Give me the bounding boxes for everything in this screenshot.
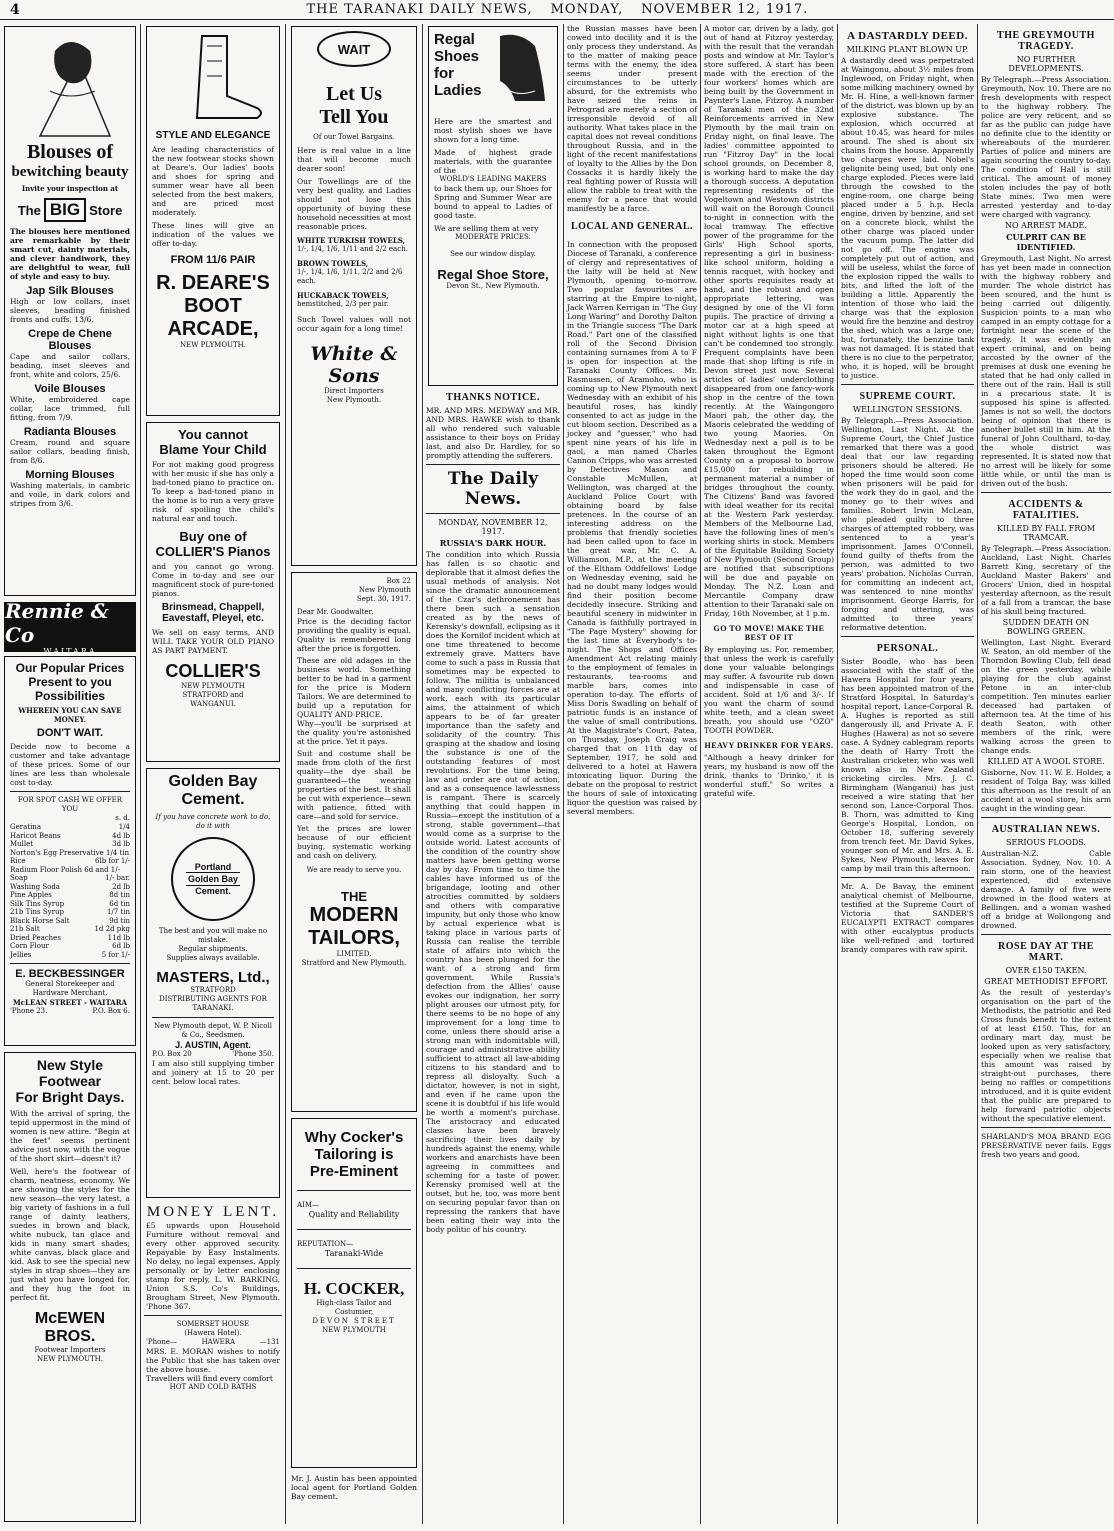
collier-ad: You cannot Blame Your Child For not making good progress with her music if she has only a bad-toned piano to practice on. To keep a bad-toned piano in the home is to run a very grave risk of spoiling the child's natural ear and touch. Buy one of COLLIER'S Pianos and you cannot go wrong. Come in to-day and see our magnificent stock of pure-toned pianos. Brinsmead, Chappell, Eavestaff, Pleyel, etc. We sell on easy terms, AND WILL TAKE YOUR OLD PIANO AS PART PAYMENT. COLLIER'S NEW PLYMOUTH STRATFORD and WANGANUI. <box>146 422 280 762</box>
towel-item-price: 1/-, 1/4, 1/6, 1/11, 2/2 and 2/6 each. <box>297 268 403 285</box>
towel-item-name: WHITE TURKISH TOWELS, <box>297 236 405 245</box>
price-row: Rice 6lb for 1/- <box>10 857 130 865</box>
blouse-item-desc: Cape and sailor collars, beading, inset sleeves and front, white and colors, 25/6. <box>10 352 130 379</box>
local-news-body: In connection with the proposed Diocese of Taranaki, a conference of clergy and representatives of the laity will be held at New Plymouth, opening to-morrow. Two popular favourites are starring at the Empire to-night, Jack Warren Kerrigan in "The Guy Long Waring" and Dorothy Dalton in the Triangle success "The Dark Road." Part one of the classified roll of the Second Division containing surnames from A to F is open for inspection at the Taranaki County Offices. Mr. Rasmussen, of Aramoho, who is coming up to New Plymouth next Wednesday with an exhibit of his beautiful roses, has kindly consented to act as judge in the cut bloom section. Described as a jockey and "guesser," who had spent nine years of his life in gaol, a man named Charles Cannon Cripps, who was arrested by Detectives Mason and Constable McMullen, at Wellington, was charged at the Auckland Police Court with obtaining board by false pretences. In the course of an interesting address on the problems that friendly societies had been called upon to face in the great war, Mr. C. A. Williamson, M.P., at the meeting of the Eltham Oddfellows' Lodge on Wednesday evening, said he had no doubt many lodges would find their position become decidedly insecure. Striking and beautiful scenery in midwinter in Canada is faithfully portrayed in "The Page Mystery" showing for the last time at Everybody's to-night. The Shops and Offices Amendment Act relating mainly to the employment of females in restaurants, tea-rooms and marble bars, comes into operation to-day. The efforts of Miss Doris Swadling on behalf of patriotic funds is an instance of the value of small contributions. At the Magistrate's Court, Patea, on Thursday, Joseph Craig was charged that on 11th day of September, 1917, he sold and delivered to a hotel at Hawera intoxicating liquor. During the debate on the proposal to restrict the hours of sale of intoxicating liquor the question was raised by several members. <box>567 240 697 816</box>
towel-item-name: BROWN TOWELS, <box>297 259 369 268</box>
blouse-item-title: Crepe de Chene Blouses <box>28 328 112 352</box>
column-8: THE GREYMOUTH TRAGEDY. NO FURTHER DEVELOPMENTS. By Telegraph.—Press Association. Greymouth, Nov. 10. There are no fresh developments with respect to the highway robbery. The police are very reticent, and so far as the public can judge have no definite clue to the identity or whereabouts of the murderer. Parties of police and miners are again scouring the country to-day. The condition of Hall is still critical. The amount of money stolen includes the pay of both State mines. Two men were arrested yesterday and to-day were charged with vagrancy. NO ARREST MADE. CULPRIT CAN BE IDENTIFIED. Greymouth, Last Night. No arrest has yet been made in connection with the highway robbery and murder. The whole district has been scoured, and the hunt is being carried out diligently. Suspicion points to a man who camped in an empty cottage for a fortnight near the scene of the tragedy. It was evidently an expert criminal, and on being accosted by the owner of the premises at dusk one evening he stated that he had only called in there out of the rain. Hall is still in a precarious state. It is supposed his spine is affected. James is not so well, the doctors being of opinion that there is another bullet still in him. At the funeral of John Coulthard, to-day, the whole district was represented. It is stated now that no arrest will be likely for some little while, or until the man is driven out of the bush. ACCIDENTS & FATALITIES. KILLED BY FALL FROM TRAMCAR. By Telegraph.—Press Association. Auckland, Last Night. Charles Barrett King, secretary of the Auckland Master Bakers' and Grocers' Union, died in hospital yesterday afternoon, as the result of a fall from a tramcar, the base of his skull being fractured. SUDDEN DEATH ON BOWLING GREEN. Wellington, Last Night. Everard W. Seaton, an old member of the Thorndon Bowling Club, fell dead on the green yesterday, while playing for the club against Petone in an inter-club competition. Ten minutes earlier deceased had partaken of afternoon tea. At the time of his death Seaton, with other members of the rink, were walking across the green to change ends. KILLED AT A WOOL STORE. Gisborne, Nov. 11. W. E. Holder, a resident of Tolga Bay, was killed this afternoon as the result of an accident at a wool store, his arm caught in the winding gear. AUSTRALIAN NEWS. SERIOUS FLOODS. Australian-N.Z. Cable Association. Sydney, Nov. 10. A rain storm, one of the heaviest experienced, did extensive damage. A family of five were drowned in the flood waters at Bellingen, and a woman washed off a bridge at Wollongong and drowned. ROSE DAY AT THE MART. OVER £150 TAKEN. GREAT METHODIST EFFORT. As the result of yesterday's organisation on the part of the Methodists, the patriotic and Red Cross funds benefit to the extent of at least £150. This, for an ordinary mart day, must be looked upon as very satisfactory, especially when we realise that this amount was raised by straight-out purchases, there being no raffles or competitions introduced, and it is quite evident that the public are prepared to help forward patriotic objects without the speculative element. SHARLAND'S MOA BRAND EGG PRESERVATIVE never fails. Eggs fresh two years and good. <box>981 30 1111 1159</box>
price-row: Geratina 1/4 <box>10 823 130 831</box>
newspaper-nameplate: The Daily News. <box>447 469 539 509</box>
price-row: Norton's Egg Preservative 1/4 tin <box>10 848 130 857</box>
blouses-heading-1: Blouses of <box>26 141 114 163</box>
towel-item-price: 1/-, 1/4, 1/6, 1/11 and 2/2 each. <box>297 245 408 253</box>
editorial-body: The condition into which Russia has fallen is so chaotic and deplorable that it almost defies the usual methods of analysis. Not since the dramatic announcement of the Czar's dethronement has there been such a sensation created as by the news of Kerensky's downfall, eclipsing as it does the Kornilof incident which at one time threatened to become extremely grave. Matters have come to such a pass in Russia that sometimes may be expected to follow. The militia is unbalanced and many conflicting forces are at work, each with its particular aims, the attainment of which appears to be of far greater importance than the safety and solidarity of the country. This grasping at the shadow and losing the substance is one of the outstanding features of most revolutions. For the time being, law and order are out of action, and as a consequence lawlessness is rampant. There is scarcely anything that could happen in Russia—except the institution of a strong, stable government—that would come as a surprise to the outside world. Latest accounts of the condition of the country show matters have been getting worse day by day. From time to time the cables have informed us of the brigandage, looting and other atrocities committed by soldiers and others with comparative impunity, but only those who know by actual experience what is taking place in various parts of Russia can realise the terrible state of affairs into which the country has been plunged for the want of a strong and firm government. While Russia's defection from the Allies' cause evokes our indignation, her sorry plight arouses our utmost pity, for there seems to be no hope of any improvement for a long time to come, unless there should arise a strong man with indomitable will, courage and administrative ability sufficient to attract all law-abiding citizens to his standard and to repress all disloyalty. Such a dictator, however, is not in sight, and even if he came upon the scene it is doubtful if his life would be worth a moment's purchase. The aristocracy and educated classes have been bravely sacrificing their lives daily by hundreds against the enemy, while workers and anarchists have been agreeing in committees and scheming for a taste of power. Kerensky promised well at the outset, but he, too, was more bent on securing popular favor than on repressing the rankers that have been eating their way into the body politic of his country. <box>426 550 560 1234</box>
column-5: the Russian masses have been cowed into docility and it is the only process they understand. As to the matter of making peace terms with the enemy, the idea seems under present circumstances to be utterly absurd, for the extremists who have seized the reins in Petrograd are merely a section of irresponsible devoid of all authority. What takes place in the capital does not reveal conditions throughout Russia, and in the light of the recent manifestations of loyalty to the Allies by the Don Cossacks it is hardly likely the real fighting power of Russia will allow the rabble to treat with the enemy for a peace that would manifestly be a farce. LOCAL AND GENERAL. In connection with the proposed Diocese of Taranaki, a conference of clergy and representatives of the laity will be held at New Plymouth, opening to-morrow. Two popular favourites are starring at the Empire to-night, Jack Warren Kerrigan in "The Guy Long Waring" and Dorothy Dalton in the Triangle success "The Dark Road." Part one of the classified roll of the Second Division containing surnames from A to F is open for inspection at the Taranaki County Offices. Mr. Rasmussen, of Aramoho, who is coming up to New Plymouth next Wednesday with an exhibit of his beautiful roses, has kindly consented to act as judge in the cut bloom section. Described as a jockey and "guesser," who had spent nine years of his life in gaol, a man named Charles Cannon Cripps, who was arrested by Detectives Mason and Constable McMullen, at Wellington, was charged at the Auckland Police Court with obtaining board by false pretences. In the course of an interesting address on the problems that friendly societies had been called upon to face in the great war, Mr. C. A. Williamson, M.P., at the meeting of the Eltham Oddfellows' Lodge on Wednesday evening, said he had no doubt many lodges would find their position become decidedly insecure. Striking and beautiful scenery in midwinter in Canada is faithfully portrayed in "The Page Mystery" showing for the last time at Everybody's to-night. The Shops and Offices Amendment Act relating mainly to the employment of females in restaurants, tea-rooms and marble bars, comes into operation to-day. The efforts of Miss Doris Swadling on behalf of patriotic funds is an instance of the value of small contributions. At the Magistrate's Court, Patea, on Thursday, Joseph Craig was charged that on 11th day of September, 1917, he sold and delivered to a hotel at Hawera intoxicating liquor. During the debate on the proposal to restrict the hours of sale of intoxicating liquor the question was raised by several members. <box>567 24 697 816</box>
lady-illustration <box>10 31 136 141</box>
price-row: Silk Tins Syrup 6d tin <box>10 899 130 908</box>
mcewen-ad: New Style Footwear For Bright Days. With the arrival of spring, the tepid uppermost in the mind of women is new attire. "Begin at the feet" seems pertinent advice just now, with the vogue of the short skirt—doesn't it? Well, here's the footwear of charm, neatness, economy. We are showing the styles for the new season—the very latest, a big variety of fashions in a full range of dainty leathers, suedes in brown and black, white nubuck, tan glace and kids in many smart shades; white canvas, black glace and kid. Ask to see the special new styles in strap shoes—they are just what you have longed for, and they hug the foot in perfect fit. McEWEN BROS. Footwear Importers NEW PLYMOUTH. <box>4 1052 136 1522</box>
price-row: Washing Soda 2d lb <box>10 882 130 891</box>
boot-illustration <box>152 31 280 126</box>
price-row: Soap 1/- bar. <box>10 874 130 882</box>
price-row: Corn Flour 6d lb <box>10 942 130 950</box>
price-row: 21b Tins Syrup 1/7 tin <box>10 908 130 916</box>
shoe-illustration <box>490 31 552 111</box>
price-row: Jellies 5 for 1/- <box>10 950 130 959</box>
price-row: 21b Salt 1d 2d pkg <box>10 925 130 933</box>
blouses-ad: Blouses of bewitching beauty Invite your inspection at The BIG Store The blouses here mentioned are remarkable by their smart cut, dainty materials, and clever handiwork, they are delightful to wear, full of style and easy to buy. Jap Silk Blouses High or low collars, inset sleeves, beading finished fronts and cuffs, 13/6. Crepe de Chene Blouses Cape and sailor collars, beading, inset sleeves and front, white and colors, 25/6. Voile Blouses White, embroidered cape collar, lace trimmed, full fitting, from 7/9. Radianta Blouses Cream, round and square sailor collars, beading finish, from 8/6. Morning Blouses Washing materials, in cambric and voile, in dark colors and stripes from 3/6. <box>4 26 136 596</box>
towel-item-name: HUCKABACK TOWELS, <box>297 291 389 300</box>
price-list <box>10 823 130 959</box>
cocker-ad: Why Cocker's Tailoring is Pre-Eminent AIM— Quality and Reliability REPUTATION— Taranaki-Wide H. COCKER, High-class Tailor and Costumier, DEVON STREET NEW PLYMOUTH <box>291 1118 417 1468</box>
page-number: 4 <box>10 1 21 18</box>
price-row: Mullet 3d lb <box>10 840 130 848</box>
column-4: Regal Shoes for Ladies Here are the smartest and most stylish shoes we have shown for a long time. Made of highest grade materials, with the guarantee of the WORLD'S LEADING MAKERS to back them up, our Shoes for Spring and Summer Wear are bound to appeal to Ladies of good taste. We are selling them at very MODERATE PRICES. See our window display. Regal Shoe Store, Devon St., New Plymouth. THANKS NOTICE. MR. AND MRS. MEDWAY and MR. AND MRS. HAWKE wish to thank all who rendered such valuable assistance to their boys on Friday last, and also Dr. Hardley, for so promptly attending the sufferers. The Daily News. MONDAY, NOVEMBER 12, 1917. RUSSIA'S DARK HOUR. The condition into which Russia has fallen is so chaotic and deplorable that it almost defies the usual methods of analysis. Not since the dramatic announcement of the Czar's dethronement has there been such a sensation created as by the news of Kerensky's downfall, eclipsing as it does the Kornilof incident which at one time threatened to become extremely grave. Matters have come to such a pass in Russia that sometimes may be expected to follow. The militia is unbalanced and many conflicting forces are at work, each with its particular aims, the attainment of which appears to be of far greater importance than the safety and solidarity of the country. This grasping at the shadow and losing the substance is one of the outstanding features of most revolutions. For the time being, law and order are out of action, and as a consequence lawlessness is rampant. There is scarcely anything that could happen in Russia—except the institution of a strong, stable government—that would come as a surprise to the outside world. Latest accounts of the condition of the country show matters have been getting worse day by day. From time to time the cables have informed us of the brigandage, looting and other atrocities committed by soldiers and others with comparative impunity, but only those who know by actual experience what is taking place in various parts of Russia can realise the terrible state of affairs into which the country has been plunged for the want of a strong and firm government. While Russia's defection from the Allies' cause evokes our indignation, her sorry plight arouses our utmost pity, for there seems to be no hope of any improvement for a long time to come, unless there should arise a strong man with indomitable will, courage and administrative ability sufficient to attract all law-abiding citizens to his standard and to repress all disloyalty. Such a dictator, however, is not in sight, and even if he came upon the scene it is doubtful if his life would be worth a moment's purchase. The aristocracy and educated classes have been bravely sacrificing their lives daily by hundreds against the enemy, while workers and anarchists have been agreeing in committees and scheming for a taste of power. Kerensky promised well at the outset, but he, too, was more bent on securing popular favor than on repressing the rankers that have been eating their way into the body politic of his country. <box>423 24 563 1524</box>
somerset-house-ad: SOMERSET HOUSE (Hawera Hotel). 'Phone— HAWERA —131 MRS. E. MORAN wishes to notify the Public that she has taken over the above house. Travellers will find every comfort HOT AND COLD BATHS <box>146 1320 280 1391</box>
rennie-logo: Rennie & Co WAITARA <box>4 602 136 652</box>
towel-list <box>297 236 411 309</box>
blouse-list <box>10 285 130 508</box>
blouse-item-title: Morning Blouses <box>25 469 115 481</box>
blouse-item-title: Jap Silk Blouses <box>26 285 114 297</box>
column-1 <box>0 24 140 1524</box>
price-row: Black Horse Salt 9d tin <box>10 916 130 925</box>
cement-logo: Portland Golden Bay Cement. <box>171 837 255 921</box>
wait-sign: WAIT <box>317 31 391 67</box>
blouse-item-desc: White, embroidered cape collar, lace trimmed, full fitting, from 7/9. <box>10 395 130 422</box>
blouse-item-desc: Cream, round and square sailor collars, beading finish, from 8/6. <box>10 438 130 465</box>
price-row: Dried Peaches 11d lb <box>10 933 130 942</box>
column-3: WAIT Let Us Tell You Of our Towel Bargains. Here is real value in a line that will become much dearer soon! Our Towellings are of the very best quality, and Ladies should not lose this opportunity of buying these household necessities at most reasonable prices. WHITE TURKISH TOWELS, 1/-, 1/4, 1/6, 1/11 and 2/2 each. BROWN TOWELS, 1/-, 1/4, 1/6, 1/11, 2/2 and 2/6 each. HUCKABACK TOWELS, hemstitched, 2/3 per pair. Such Towel values will not occur again for a long time! White & Sons Direct Importers New Plymouth. Box 22 New Plymouth Sept. 30, 1917. Dear Mr. Goodwalter, Price is the deciding factor providing the quality is equal. Quality is remembered long after the price is forgotten. These are old adages in the business world. Something better to be had in a garment for the price is Modern Tailors. We are determined to build up a reputation for QUALITY AND PRICE. Why—you'll be surprised at the quality you're astonished at the price. Yet it pays. Suit and costume shall be made from cloth of the first quality—the dye shall be guaranteed—the wearing properties of the best. It shall be cut with experience—sewn with patience, fitted with care—and sold for service. Yet the prices are lower because of our efficient buying, systematic working and cash on delivery. We are ready to serve you. THE MODERN TAILORS, LIMITED, Stratford and New Plymouth. Why Cocker's Tailoring is Pre-Eminent AIM— Quality and Reliability REPUTATION— Taranaki-Wide H. COCKER, High-class Tailor and Costumier, DEVON STREET NEW PLYMOUTH Mr. J. Austin has been appointed local agent for Portland Golden Bay cement. <box>286 24 422 1524</box>
beckbessinger-ad: Our Popular Prices Present to you Possibilities WHEREIN YOU CAN SAVE MONEY. DON'T WAIT. Decide now to become a customer and take advantage of these prices. Some of our lines are less than wholesale cost to-day. FOR SPOT CASH WE OFFER YOU s. d. Geratina 1/4 Haricot Beans 4d lb Mullet 3d lb Norton's Egg Preservative 1/4 tin Rice 6lb for 1/- Radium Floor Polish 6d and 1/- Soap 1/- bar. Washing Soda 2d lb Pine Apples 8d tin Silk Tins Syrup 6d tin 21b Tins Syrup 1/7 tin Black Horse Salt 9d tin 21b Salt 1d 2d pkg Dried Peaches 11d lb Corn Flour 6d lb Jellies 5 for 1/- E. BECKBESSINGER General Storekeeper and Hardware Merchant, McLEAN STREET - WAITARA 'Phone 23. P.O. Box 6. <box>4 656 136 1046</box>
blouse-item-title: Voile Blouses <box>34 383 106 395</box>
masthead <box>0 0 1114 20</box>
paper-title: THE TARANAKI DAILY NEWS, MONDAY, NOVEMBER 12, 1917. <box>306 2 809 17</box>
golden-bay-cement-ad: Golden Bay Cement. If you have concrete work to do, do it with Portland Golden Bay Cement. The best and you will make no mistake. Regular shipments. Supplies always available. MASTERS, Ltd., STRATFORD DISTRIBUTING AGENTS FOR TARANAKI. New Plymouth depot, W. P. Nicoll & Co., Seedsmen. J. AUSTIN, Agent. P.O. Box 20 'Phone 350. I am also still supplying timber and joinery at 15 to 20 per cent. below local rates. <box>146 768 280 1198</box>
money-lent-ad: MONEY LENT. £5 upwards upon Household Furniture without removal and every other approved security. Repayable by Easy Instalments. No delay, no legal expenses. Apply personally or by letter enclosing stamp for reply, L. W. BARKING, Union S.S. Co's Buildings, Brougham Street, New Plymouth. 'Phone 367. <box>146 1204 280 1311</box>
column-6: A motor car, driven by a lady, got out of hand at Fitzroy yesterday, with the result that the verandah posts and window at Mr. Taylor's store suffered. A start has been made with the erection of the four workers' homes which are being built by the Government in Paynter's Lane, Fitzroy. A number of Taranaki men of the 32nd Reinforcements arrived in New Plymouth by the mail train on Friday night, on final leave. The ladies' committee appointed to run "Fitzroy Day" in the local school grounds, on December 8, is working hard to make the day a thorough success. A deputation representing residents of the Vogeltown and Westown districts will wait on the Borough Council to-night in connection with the local tramway. The effective power of the programme for the Girls' High School sports, representing a girl in business-like school uniform, holding a tennis racquet, with hockey and other sports requisites ready at hand, and the robust and open appropriate lettering, was designed by one of the VI form pupils. The practice of driving a motor car at a high speed at night without lights is one that can't be condemned too strongly. Frequent complaints have been made that shop lifting is rife in Devon street just now. Several articles of ladies' underclothing disappeared from one fancy-work shop in the centre of the town recently. At the Waingongoro Maori pah, the other day, the Maoris celebrated the wedding of two young Maories. On Wednesday next a poll is to be taken throughout the Egmont County on a proposal to borrow £15,000 for rebuilding in permanent material a number of bridges throughout the county. The Citizens' Band was favored with ideal weather for its recital at the Western Park yesterday. Members of the Melbourne Lad, have the following lines of men's working shirts in stock. Members of the Equitable Building Society of New Plymouth (Second Group) are notified that subscriptions will be due and payable on Monday. The N.Z. Loan and Mercantile Company draw attention to their Taranaki sale on Friday, 16th November, at 1 p.m. GO TO MOVE! MAKE THE BEST OF IT By employing us. For, remember, that unless the work is carefully done your valuable belongings may suffer. A favourite rub down and indispensable in case of accident. Sold at 1/6 and 3/-. If you want the charm of sound white teeth, and a clean sweet breath, you should use "OZO" TOOTH POWDER. HEAVY DRINKER FOR YEARS. "Although a heavy drinker for years, my husband is now off the drink, thanks to 'Drinko,' it is wonderful stuff." So writes a grateful wife. <box>704 24 834 798</box>
blouses-heading-2: bewitching beauty <box>11 164 129 180</box>
deare-ad: STYLE AND ELEGANCE Are leading characteristics of the new footwear stocks shown at Deare's. Our ladies' boots and shoes for spring and summer wear have all been selected from the best makers, and are priced most moderately. These lines will give an indication of the values we offer to-day. FROM 11/6 PAIR R. DEARE'S BOOT ARCADE, NEW PLYMOUTH. <box>146 26 280 416</box>
price-row: Pine Apples 8d tin <box>10 891 130 899</box>
price-row: Radium Floor Polish 6d and 1/- <box>10 865 120 874</box>
towel-item-price: hemstitched, 2/3 per pair. <box>297 300 389 308</box>
blouse-item-desc: Washing materials, in cambric and voile, in dark colors and stripes from 3/6. <box>10 481 130 508</box>
regal-shoe-ad: Regal Shoes for Ladies Here are the smartest and most stylish shoes we have shown for a long time. Made of highest grade materials, with the guarantee of the WORLD'S LEADING MAKERS to back them up, our Shoes for Spring and Summer Wear are bound to appeal to Ladies of good taste. We are selling them at very MODERATE PRICES. See our window display. Regal Shoe Store, Devon St., New Plymouth. <box>428 26 558 386</box>
price-row: Haricot Beans 4d lb <box>10 831 130 840</box>
modern-tailors-ad: Box 22 New Plymouth Sept. 30, 1917. Dear Mr. Goodwalter, Price is the deciding factor providing the quality is equal. Quality is remembered long after the price is forgotten. These are old adages in the business world. Something better to be had in a garment for the price is Modern Tailors. We are determined to build up a reputation for QUALITY AND PRICE. Why—you'll be surprised at the quality you're astonished at the price. Yet it pays. Suit and costume shall be made from cloth of the first quality—the dye shall be guaranteed—the wearing properties of the best. It shall be cut with experience—sewn with patience, fitted with care—and sold for service. Yet the prices are lower because of our efficient buying, systematic working and cash on delivery. We are ready to serve you. THE MODERN TAILORS, LIMITED, Stratford and New Plymouth. <box>291 572 417 1112</box>
blouse-item-desc: High or low collars, inset sleeves, beading finished fronts and cuffs, 13/6. <box>10 297 130 324</box>
blouse-item-title: Radianta Blouses <box>23 426 117 438</box>
white-sons-ad: WAIT Let Us Tell You Of our Towel Bargains. Here is real value in a line that will become much dearer soon! Our Towellings are of the very best quality, and Ladies should not lose this opportunity of buying these household necessities at most reasonable prices. WHITE TURKISH TOWELS, 1/-, 1/4, 1/6, 1/11 and 2/2 each. BROWN TOWELS, 1/-, 1/4, 1/6, 1/11, 2/2 and 2/6 each. HUCKABACK TOWELS, hemstitched, 2/3 per pair. Such Towel values will not occur again for a long time! White & Sons Direct Importers New Plymouth. <box>291 26 417 566</box>
column-7: A DASTARDLY DEED. MILKING PLANT BLOWN UP. A dastardly deed was perpetrated at Waingonu, about 3½ miles from Inglewood, on Friday night, when some milking machinery owned by Mr. H. Hine, a well-known farmer of the district, was blown up by an explosive substance. The explosion, which occurred at about 10.45, was heard for miles around. The shed is about six chains from the house. Apparently two charges were laid. Nobel's gelignite being used, but only one charge exploded. Pieces were laid through the cowshed to the engine-room, one charge being placed under a 5 h.p. Hecla engine, driven by benzine, and set on a concrete block, whilst the other charge was placed under the vacuum pump. The latter did not go off. The engine was completely put out of action, and will be useless, whilst the force of the explosion ripped the walls to bits, and lifted the loft of the building a little. Apparently the intention of those who laid the charge was that the explosion would fire the benzine and destroy the shed, which was a large one; but, fortunately, the benzine tank was not damaged. It is stated that there is no clue to the perpetrator, who, it is hoped, will be brought to justice. SUPREME COURT. WELLINGTON SESSIONS. By Telegraph.—Press Association. Wellington, Last Night. At the Supreme Court, the Chief Justice remarked that there was a good deal that our law regarding prisoners should be altered. He hoped the time would soon come when prisoners will be paid for the work they do in gaol, and the money go to their wives and families. Robert Irwin McLean, who pleaded guilty to three charges of attempted robbery, was sentenced to a year's imprisonment. James O'Connell, found guilty of thefts from the person, was admitted to two years' probation. Nicholas Curran, for committing an indecent act, was sentenced to nine months' imprisonment. George Harris, for forging and uttering, was admitted to three years' reformative detention. PERSONAL. Sister Boodle, who has been associated with the staff of the Hawera Hospital for four years, has been appointed matron of the Stratford Hospital. In Saturday's hospital report, Lance-Corporal R. A. Hughes is reported as still dangerously ill, and Private A. F. Hughes (Hawera) as not so severe case. A Sydney cablegram reports the death of Harry Trott the Australian cricketer, who was well known also in New Zealand cricketing circles. Mrs. J. C. Birmingham (Wanganui) has just received a wire stating that her second son, Lance-Corporal Thos. B. Thorn, was admitted to King George's Hospital, London, on October 18, suffering severely from trench feet. Mr. David Sykes, younger son of Mr. and Mrs. A. E. Sykes, New Plymouth, leaves for camp by mail train this afternoon. Mr. A. De Bavay, the eminent analytical chemist of Melbourne, testified at the Supreme Court of Victoria that SANDER'S EUCALYPTI EXTRACT compares with other eucalyptus products like well-refined and tortured brandy compares with raw spirit. <box>841 30 974 954</box>
column-2 <box>141 24 285 1524</box>
big-store-logo: The BIG Store <box>10 198 130 222</box>
